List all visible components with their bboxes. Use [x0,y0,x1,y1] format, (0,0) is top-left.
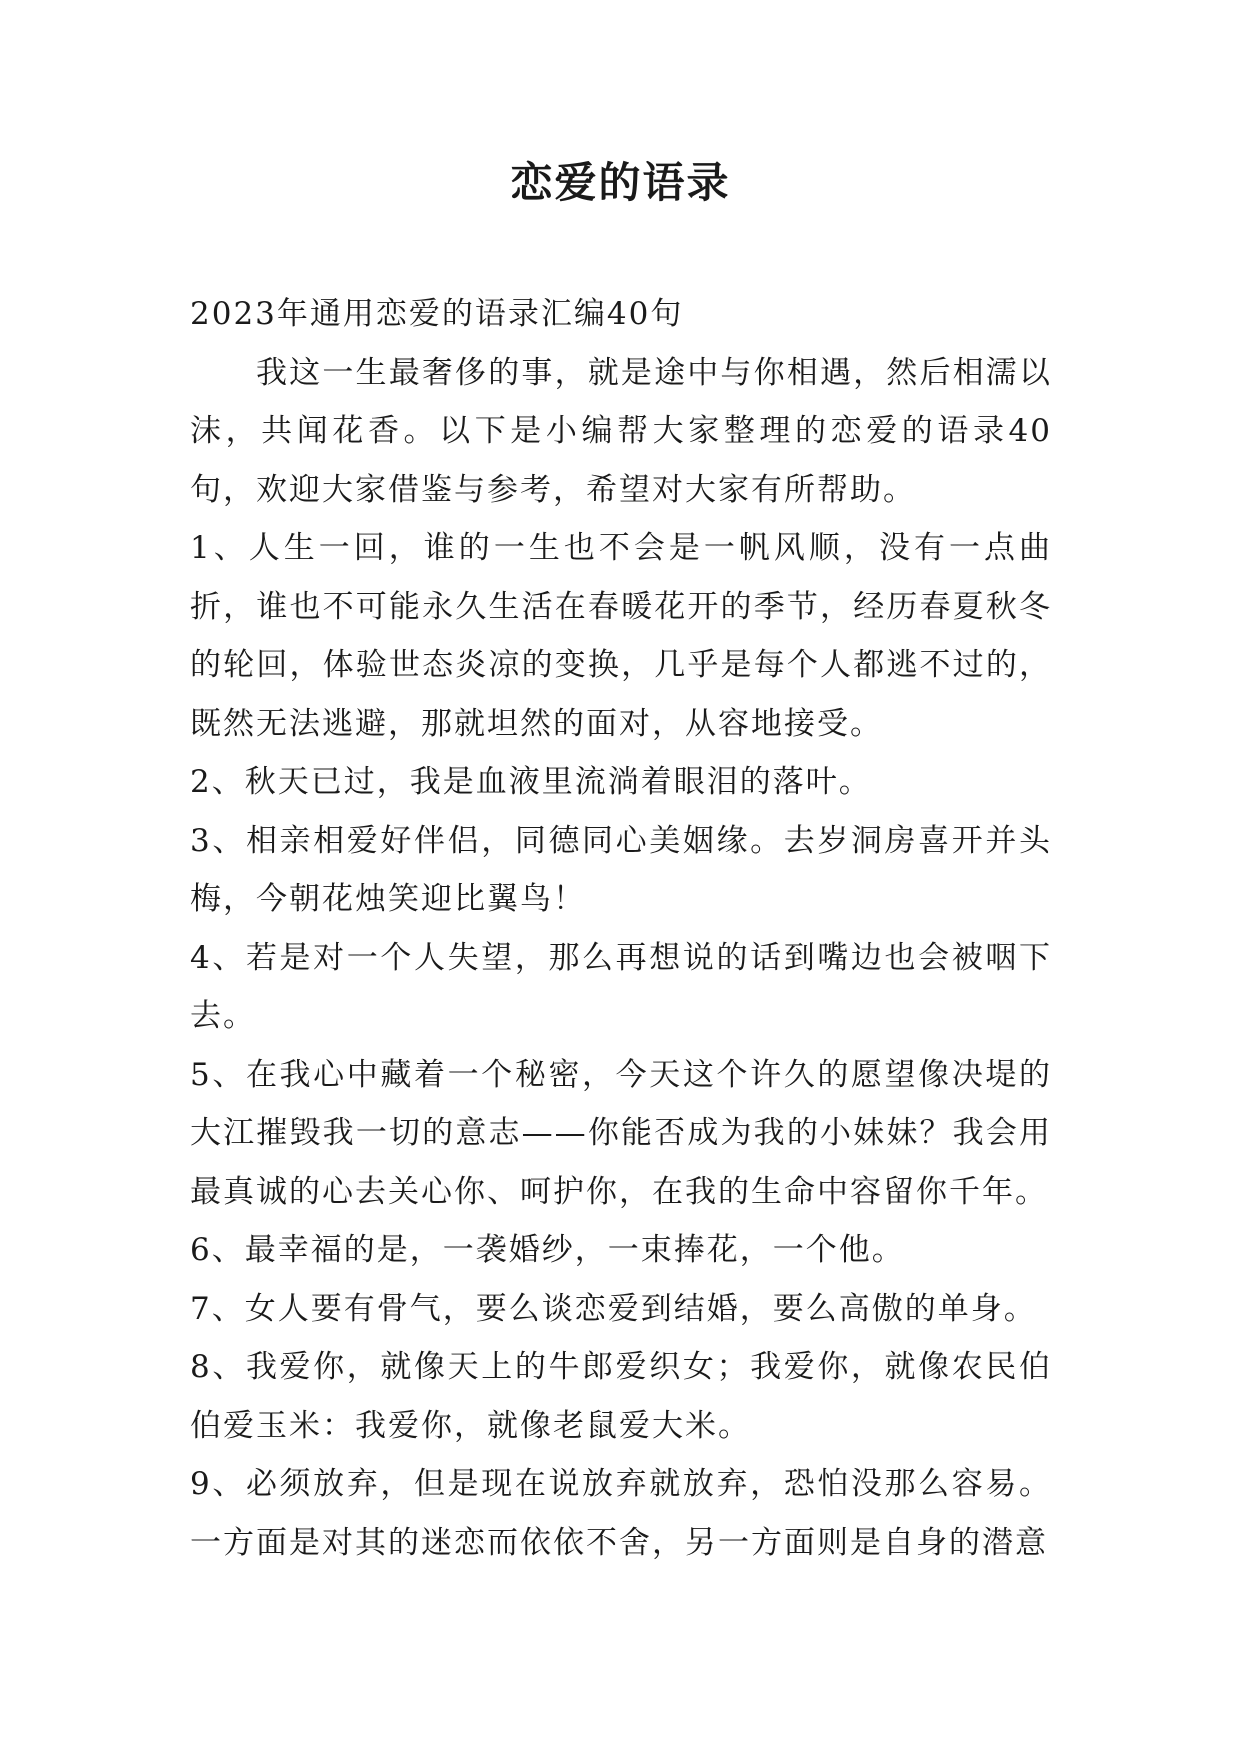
quote-item-5: 5、在我心中藏着一个秘密，今天这个许久的愿望像决堤的大江摧毁我一切的意志——你能否成为我的小妹妹？我会用最真诚的心去关心你、呵护你，在我的生命中容留你千年。 [190,1056,1052,1210]
document-title: 恋爱的语录 [510,158,731,207]
quote-item-8: 8、我爱你，就像天上的牛郎爱织女；我爱你，就像农民伯伯爱玉米：我爱你，就像老鼠爱大米。 [190,1349,1052,1444]
document-subtitle: 2023年通用恋爱的语录汇编40句 [190,296,684,332]
document-body [190,285,1052,1572]
quote-item-3: 3、相亲相爱好伴侣，同德同心美姻缘。去岁洞房喜开并头梅，今朝花烛笑迎比翼鸟！ [190,822,1052,917]
quote-item-6: 6、最幸福的是，一袭婚纱，一束捧花，一个他。 [190,1232,905,1268]
quote-item-9: 9、必须放弃，但是现在说放弃就放弃，恐怕没那么容易。一方面是对其的迷恋而依依不舍，另一方面则是自身的潜意 [190,1466,1052,1561]
quote-item-7: 7、女人要有骨气，要么谈恋爱到结婚，要么高傲的单身。 [190,1290,1037,1327]
quote-item-1: 1、人生一回，谁的一生也不会是一帆风顺，没有一点曲折，谁也不可能永久生活在春暖花开的季节，经历春夏秋冬的轮回，体验世态炎凉的变换，几乎是每个人都逃不过的，既然无法逃避，那就坦然的面对，从容地接受。 [190,530,1052,742]
intro-paragraph: 我这一生最奢侈的事，就是途中与你相遇，然后相濡以沫，共闻花香。以下是小编帮大家整理的恋爱的语录40句，欢迎大家借鉴与参考，希望对大家有所帮助。 [190,354,1052,508]
quote-item-2: 2、秋天已过，我是血液里流淌着眼泪的落叶。 [190,764,872,800]
quote-item-4: 4、若是对一个人失望，那么再想说的话到嘴边也会被咽下去。 [190,939,1052,1034]
